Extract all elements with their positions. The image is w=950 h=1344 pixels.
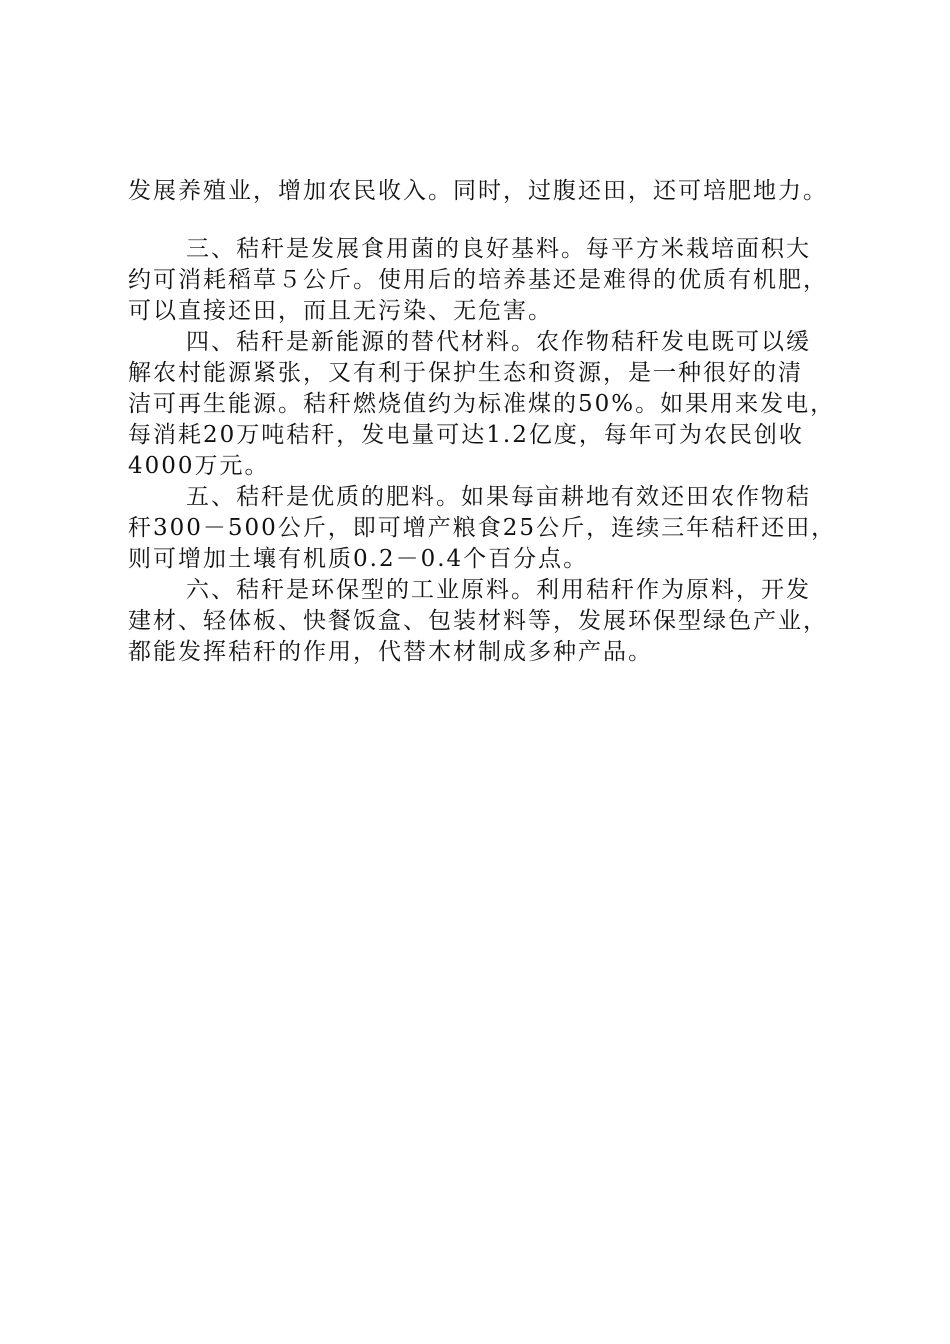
paragraph-line: 三、秸秆是发展食用菌的良好基料。每平方米栽培面积大 [186,236,811,262]
paragraph-straw-industrial-material [128,575,848,668]
body-paragraphs [128,234,848,668]
paragraph-straw-fertilizer [128,482,848,575]
paragraph-line: 发展养殖业，增加农民收入。同时，过腹还田，还可培肥地力。 [128,178,828,204]
paragraph-line: 解农村能源紧张，又有利于保护生态和资源，是一种很好的清 [128,360,803,386]
paragraph-line: 洁可再生能源。秸秆燃烧值约为标准煤的50%。如果用来发电， [128,391,836,417]
paragraph-line: 秆300－500公斤，即可增产粮食25公斤，连续三年秸秆还田， [128,515,837,541]
paragraph-line: 每消耗20万吨秸秆，发电量可达1.2亿度，每年可为农民创收 [128,422,804,448]
paragraph-line: 4000万元。 [128,453,270,479]
paragraph-line: 可以直接还田，而且无污染、无危害。 [128,298,553,324]
paragraph-line: 六、秸秆是环保型的工业原料。利用秸秆作为原料，开发 [186,577,811,603]
paragraph-straw-new-energy [128,327,848,482]
intro-paragraph [128,176,848,207]
paragraph-line: 五、秸秆是优质的肥料。如果每亩耕地有效还田农作物秸 [186,484,811,510]
paragraph-line: 建材、轻体板、快餐饭盒、包装材料等，发展环保型绿色产业， [128,608,828,634]
paragraph-line: 则可增加土壤有机质0.2－0.4个百分点。 [128,546,589,572]
paragraph-line: 都能发挥秸秆的作用，代替木材制成多种产品。 [128,639,653,665]
paragraph-line: 四、秸秆是新能源的替代材料。农作物秸秆发电既可以缓 [186,329,811,355]
paragraph-straw-edible-fungi [128,234,848,327]
paragraph-line: 约可消耗稻草５公斤。使用后的培养基还是难得的优质有机肥， [128,267,828,293]
